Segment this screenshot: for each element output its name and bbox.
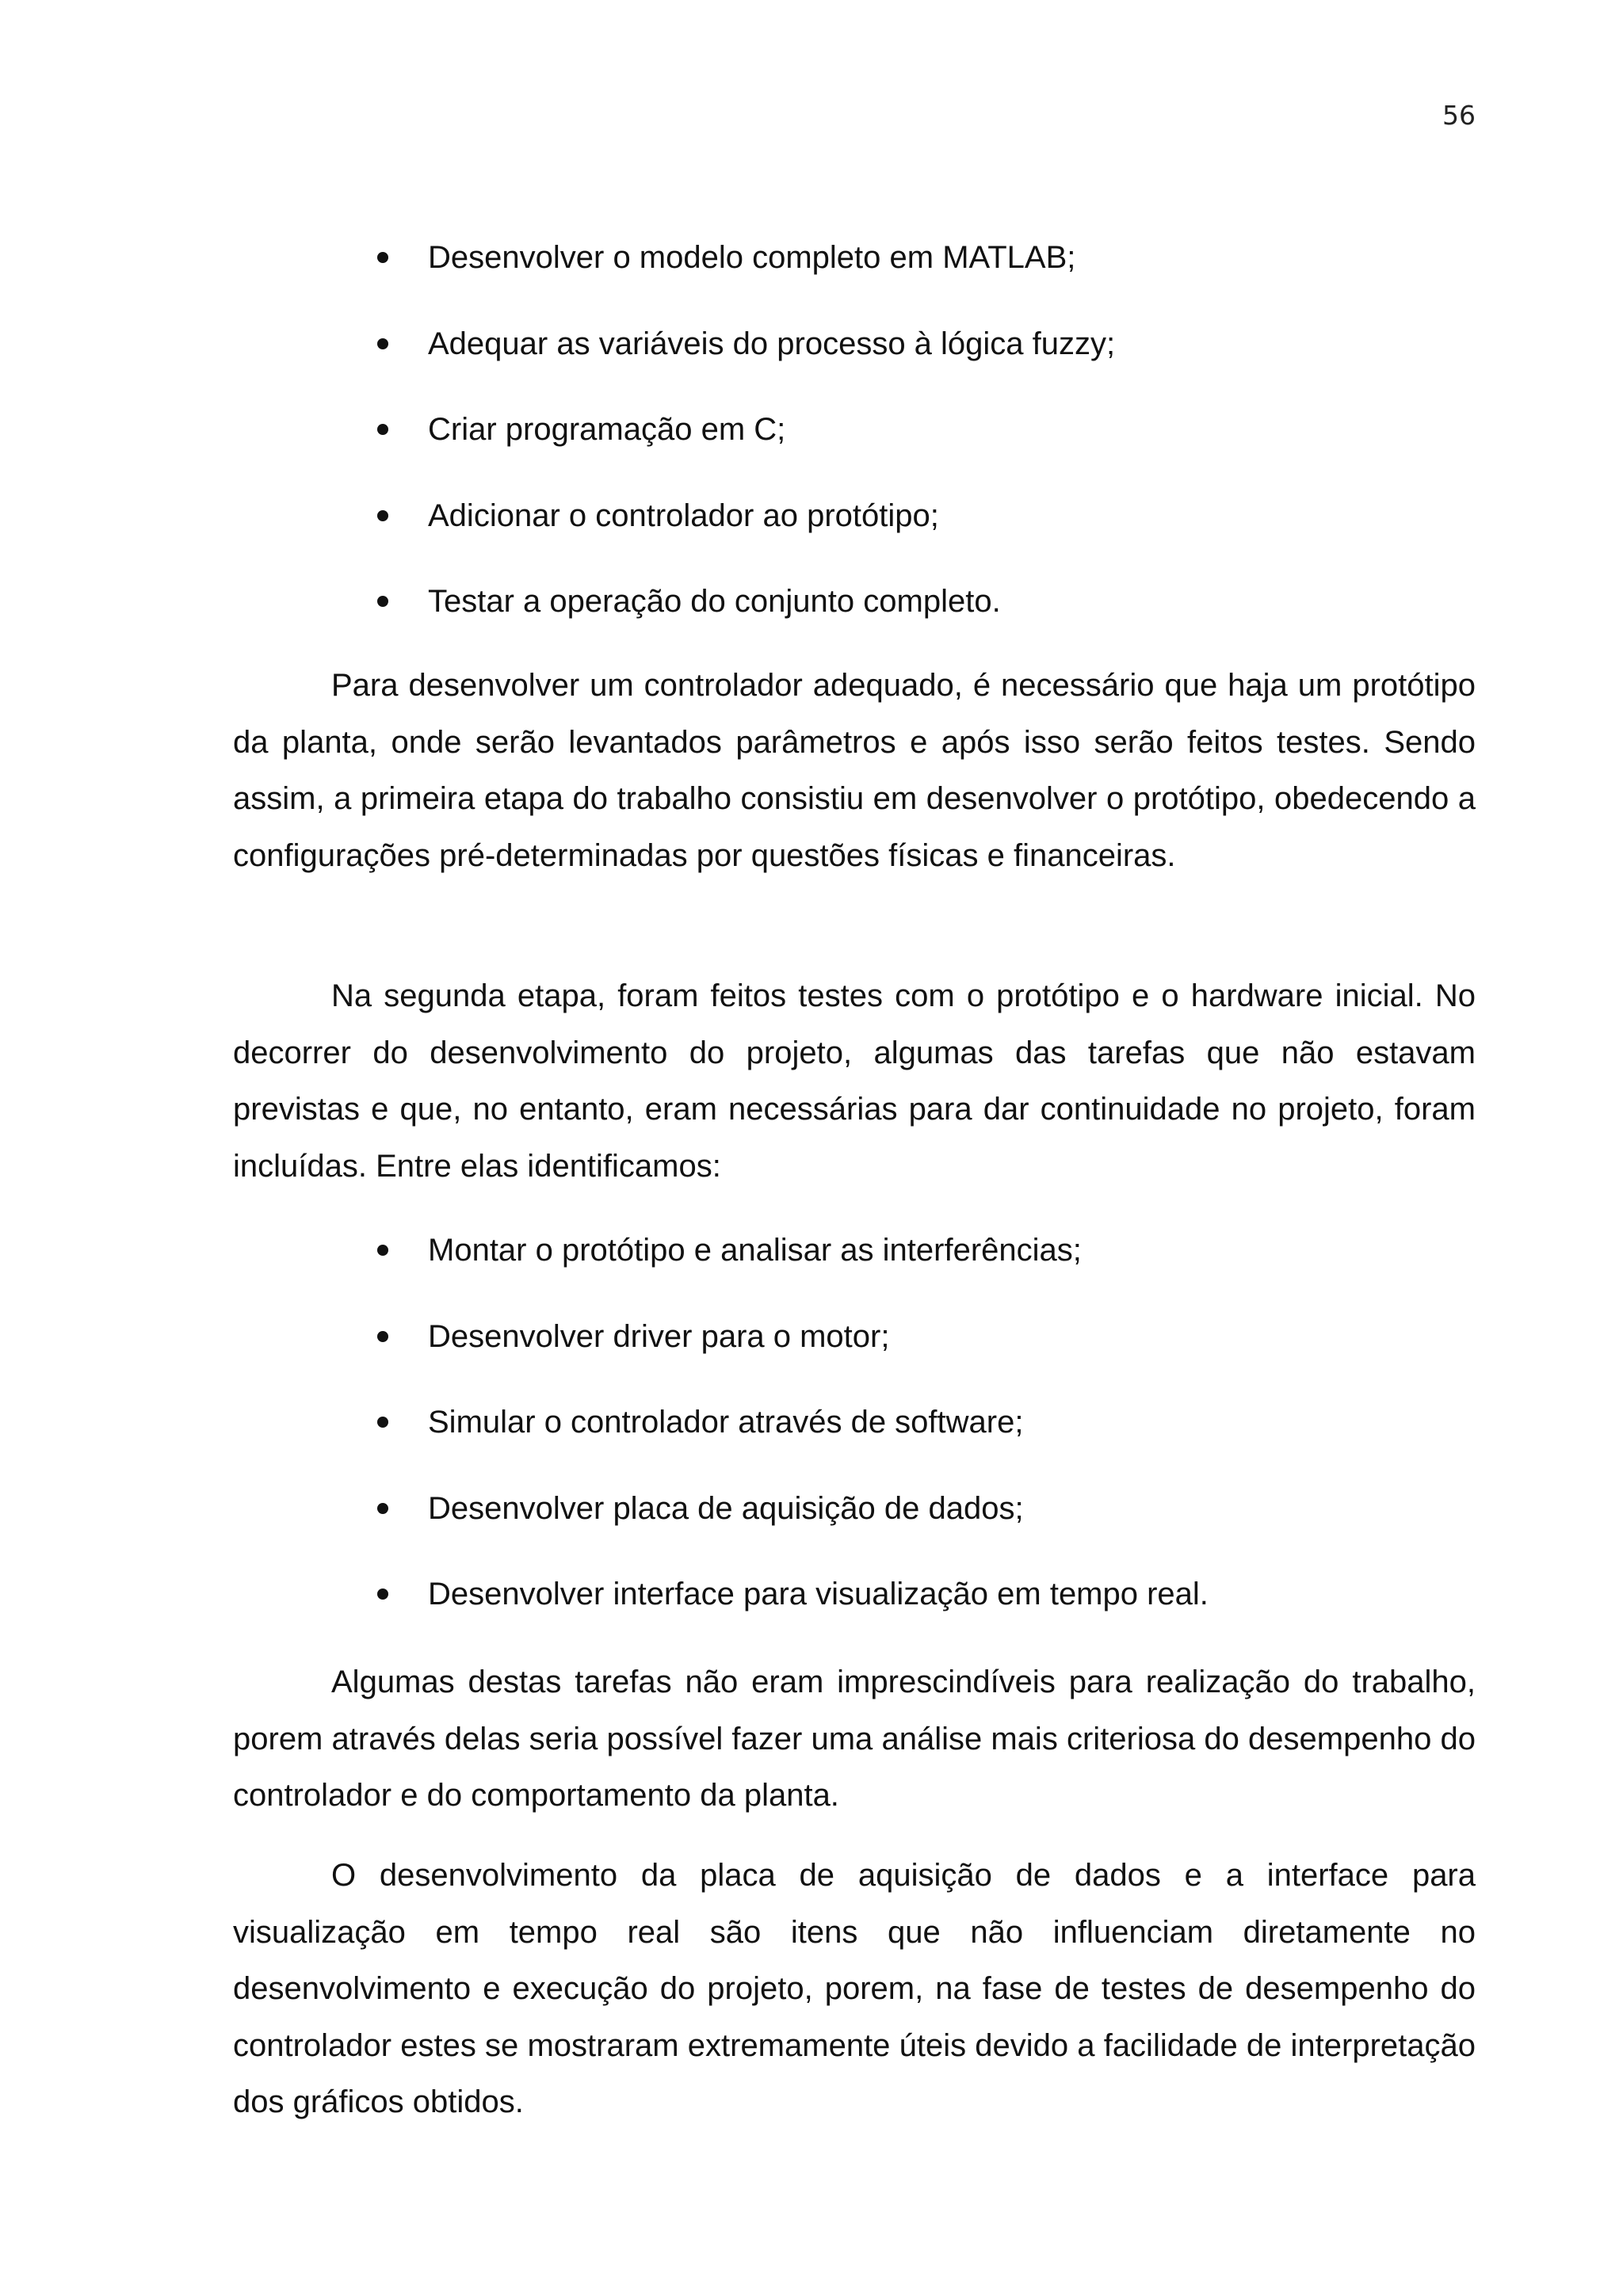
list-item (233, 473, 1476, 559)
bullet-icon (377, 1503, 388, 1514)
list-item (233, 301, 1476, 387)
list-item (233, 215, 1476, 301)
list-item (233, 559, 1476, 645)
list-item-text: Desenvolver placa de aquisição de dados; (428, 1490, 1024, 1526)
task-list-added (233, 1207, 1476, 1638)
paragraph-acquisition-interface: O desenvolvimento da placa de aquisição de dados e a interface para visualização em tempo real são itens que não influenciam diretamente no desenvolvimento e execução do projeto, porem, na fase de testes de desempenho do controlador estes se mostraram extremamente úteis devido a facilidade de interpretação dos gráficos obtidos. (233, 1858, 1476, 2119)
task-list-initial (233, 215, 1476, 645)
list-item-text: Criar programação em C; (428, 412, 786, 447)
list-item-text: Desenvolver o modelo completo em MATLAB; (428, 240, 1076, 275)
bullet-icon (377, 252, 388, 263)
paragraph-optional-tasks: Algumas destas tarefas não eram imprescindíveis para realização do trabalho, porem através delas seria possível fazer uma análise mais criteriosa do desempenho do controlador e do comportamento da planta. (233, 1665, 1476, 1813)
bullet-icon (377, 1589, 388, 1600)
list-item (233, 1294, 1476, 1380)
bullet-icon (377, 1245, 388, 1256)
list-item-text: Adequar as variáveis do processo à lógica fuzzy; (428, 326, 1116, 361)
bullet-icon (377, 510, 388, 521)
list-item (233, 387, 1476, 473)
paragraph-prototype: Para desenvolver um controlador adequado, é necessário que haja um protótipo da planta, onde serão levantados parâmetros e após isso serão feitos testes. Sendo assim, a primeira etapa do trabalho consistiu em desenvolver o protótipo, obedecendo a configurações pré-determinadas por questões físicas e financeiras. (233, 668, 1476, 873)
list-item-text: Testar a operação do conjunto completo. (428, 584, 1001, 619)
list-item-text: Desenvolver interface para visualização em tempo real. (428, 1577, 1209, 1611)
bullet-icon (377, 1331, 388, 1342)
list-item-text: Montar o protótipo e analisar as interferências; (428, 1233, 1082, 1268)
list-item-text: Adicionar o controlador ao protótipo; (428, 498, 939, 533)
bullet-icon (377, 338, 388, 349)
bullet-icon (377, 1417, 388, 1428)
page-number: 56 (1442, 100, 1476, 131)
list-item (233, 1466, 1476, 1552)
bullet-icon (377, 596, 388, 607)
list-item-text: Desenvolver driver para o motor; (428, 1318, 890, 1354)
list-item (233, 1207, 1476, 1294)
list-item (233, 1379, 1476, 1466)
list-item-text: Simular o controlador através de software; (428, 1405, 1024, 1440)
paragraph-second-stage: Na segunda etapa, foram feitos testes com o protótipo e o hardware inicial. No decorrer do desenvolvimento do projeto, algumas das tarefas que não estavam previstas e que, no entanto, eram necessárias para dar continuidade no projeto, foram incluídas. Entre elas identificamos: (233, 978, 1476, 1184)
bullet-icon (377, 424, 388, 435)
list-item (233, 1551, 1476, 1638)
